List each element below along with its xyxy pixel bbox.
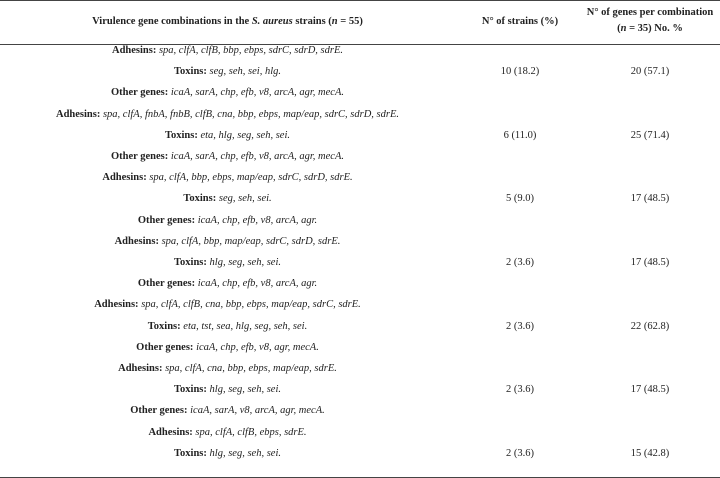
header-strains: N° of strains (%) (481, 16, 559, 27)
row-2-adhesins-line (0, 108, 455, 122)
other-label: Other genes: (110, 87, 169, 99)
row-3-genes-count: 17 (48.5) (630, 193, 670, 205)
row-1-genes-count: 20 (57.1) (630, 66, 670, 78)
row-3-toxins-line (0, 192, 455, 206)
row-6-other-line (0, 404, 455, 418)
row-5-other-line (0, 341, 455, 355)
row-7-strains: 2 (3.6) (506, 447, 534, 459)
toxins-label: Toxins: (174, 66, 207, 78)
toxins-genes: seg, seh, sei, hlg. (209, 66, 281, 78)
row-3-adhesins-line (0, 171, 455, 185)
other-genes: icaA, sarA, chp, efb, v8, arcA, agr, mecA. (170, 151, 344, 162)
row-1-adhesins-line (0, 44, 455, 58)
other-genes: icaA, chp, efb, v8, arcA, agr. (197, 278, 318, 290)
adhesins-label: Adhesins: (118, 363, 163, 374)
other-genes: icaA, chp, efb, v8, arcA, agr. (197, 214, 318, 226)
table-top-rule (0, 0, 720, 1)
row-6-strains: 2 (3.6) (506, 384, 534, 396)
adhesins-genes: spa, clfA, clfB, cna, bbp, ebps, map/eap, sdrC, sdrE. (141, 299, 361, 311)
row-4-genes-count: 17 (48.5) (630, 257, 670, 268)
adhesins-genes: spa, clfA, bbp, map/eap, sdrC, sdrD, sdrE. (161, 235, 341, 247)
other-label: Other genes: (130, 405, 188, 417)
toxins-genes: hlg, seg, seh, sei. (209, 257, 281, 268)
row-4-toxins-line (0, 256, 455, 270)
row-5-strains: 2 (3.6) (506, 320, 534, 332)
adhesins-label: Adhesins: (148, 426, 193, 438)
row-1-toxins-line (0, 65, 455, 79)
adhesins-label: Adhesins: (114, 235, 159, 247)
row-7-adhesins-line (0, 426, 455, 440)
adhesins-genes: spa, clfA, clfB, ebps, sdrE. (195, 426, 307, 438)
row-2-other-line (0, 150, 455, 164)
row-4-adhesins-line (0, 235, 455, 249)
row-7-toxins-line (0, 447, 455, 461)
row-5-adhesins-line (0, 298, 455, 312)
toxins-genes: eta, hlg, seg, seh, sei. (200, 129, 291, 141)
row-5-genes-count: 22 (62.8) (630, 320, 670, 332)
row-2-genes-count: 25 (71.4) (630, 129, 670, 141)
toxins-label: Toxins: (174, 384, 207, 396)
other-genes: icaA, sarA, v8, arcA, agr, mecA. (190, 405, 325, 417)
adhesins-label: Adhesins: (111, 45, 157, 56)
other-label: Other genes: (110, 151, 169, 162)
toxins-label: Toxins: (164, 129, 198, 141)
row-6-genes-count: 17 (48.5) (630, 384, 670, 396)
adhesins-genes: spa, clfA, fnbA, fnbB, clfB, cna, bbp, ebps, map/eap, sdrC, sdrD, sdrE. (102, 108, 399, 120)
adhesins-label: Adhesins: (55, 108, 101, 120)
toxins-label: Toxins: (174, 257, 207, 268)
adhesins-genes: spa, clfA, bbp, ebps, map/eap, sdrC, sdrD, sdrE. (149, 172, 353, 184)
row-2-toxins-line (0, 129, 455, 143)
header-genes-per-combination: N° of genes per combination (n = 35) No. % (586, 7, 714, 34)
header-combinations: Virulence gene combinations in the S. aureus strains (n = 55) (92, 16, 363, 27)
other-genes: icaA, chp, efb, v8, agr, mecA. (196, 341, 319, 353)
adhesins-label: Adhesins: (94, 299, 139, 311)
row-3-strains: 5 (9.0) (506, 193, 534, 205)
row-1-other-line (0, 86, 455, 100)
adhesins-label: Adhesins: (102, 172, 147, 184)
other-label: Other genes: (136, 341, 194, 353)
row-6-adhesins-line (0, 362, 455, 376)
adhesins-genes: spa, clfA, clfB, bbp, ebps, sdrC, sdrD, sdrE. (158, 45, 344, 56)
row-2-strains: 6 (11.0) (503, 129, 537, 141)
row-4-other-line (0, 277, 455, 291)
toxins-genes: hlg, seg, seh, sei. (209, 447, 281, 459)
adhesins-genes: spa, clfA, cna, bbp, ebps, map/eap, sdrE. (165, 363, 337, 374)
toxins-label: Toxins: (174, 447, 207, 459)
toxins-genes: eta, tst, sea, hlg, seg, seh, sei. (183, 320, 308, 332)
toxins-genes: hlg, seg, seh, sei. (209, 384, 281, 396)
row-1-strains: 10 (18.2) (500, 66, 540, 78)
row-3-other-line (0, 214, 455, 228)
row-6-toxins-line (0, 383, 455, 397)
other-genes: icaA, sarA, chp, efb, v8, arcA, agr, mecA. (170, 87, 344, 99)
row-7-genes-count: 15 (42.8) (630, 447, 670, 459)
other-label: Other genes: (137, 278, 196, 290)
toxins-label: Toxins: (147, 320, 181, 332)
row-5-toxins-line (0, 320, 455, 334)
row-4-strains: 2 (3.6) (506, 257, 534, 268)
other-label: Other genes: (137, 214, 196, 226)
toxins-genes: seg, seh, sei. (218, 193, 272, 205)
toxins-label: Toxins: (183, 193, 217, 205)
